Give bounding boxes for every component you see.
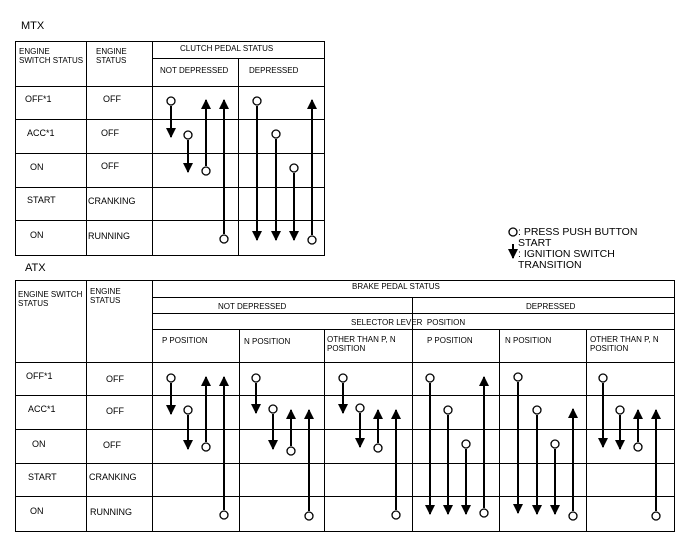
atx-position-header: N POSITION <box>505 336 552 345</box>
atx-position-header: N POSITION <box>244 337 291 346</box>
push-button-circle <box>220 235 228 243</box>
mtx-row-switch: START <box>27 195 56 205</box>
atx-position-header: OTHER THAN P, N POSITION <box>327 335 396 353</box>
push-button-circle <box>202 167 210 175</box>
atx-row-status: OFF <box>103 440 121 450</box>
mtx-depressed: DEPRESSED <box>249 66 299 75</box>
mtx-table-grid <box>16 42 325 256</box>
push-button-circle <box>287 447 295 455</box>
push-button-circle <box>634 443 642 451</box>
push-button-circle <box>652 512 660 520</box>
mtx-row-status: OFF <box>101 128 119 138</box>
atx-selector-header: SELECTOR LEVER POSITION <box>351 318 466 327</box>
legend-ignition-transition: : IGNITION SWITCH TRANSITION <box>518 248 615 271</box>
mtx-row-status: OFF <box>103 94 121 104</box>
mtx-not-depressed: NOT DEPRESSED <box>160 66 229 75</box>
push-button-circle <box>290 164 298 172</box>
push-button-circle <box>374 444 382 452</box>
atx-title: ATX <box>25 262 46 274</box>
mtx-row-switch: ON <box>30 230 44 240</box>
atx-depressed: DEPRESSED <box>526 302 576 311</box>
push-button-circle <box>480 509 488 517</box>
mtx-row-status: CRANKING <box>88 196 136 206</box>
push-button-circle <box>356 404 364 412</box>
mtx-col-engine-status: ENGINE STATUS <box>96 47 127 65</box>
mtx-row-switch: OFF*1 <box>25 94 52 104</box>
atx-row-status: CRANKING <box>89 472 137 482</box>
legend-press-push-button: : PRESS PUSH BUTTON START <box>518 226 638 249</box>
push-button-circle <box>392 511 400 519</box>
push-button-circle <box>533 406 541 414</box>
push-button-circle <box>514 373 522 381</box>
push-button-circle <box>616 406 624 414</box>
push-button-circle <box>339 374 347 382</box>
atx-row-status: OFF <box>106 406 124 416</box>
push-button-circle-icon <box>509 228 517 236</box>
atx-row-switch: START <box>28 472 57 482</box>
atx-col-engine-status: ENGINE STATUS <box>90 287 121 305</box>
push-button-circle <box>220 511 228 519</box>
mtx-row-switch: ACC*1 <box>27 128 55 138</box>
atx-position-header: P POSITION <box>427 336 473 345</box>
push-button-circle <box>167 374 175 382</box>
push-button-circle <box>253 97 261 105</box>
push-button-circle <box>599 374 607 382</box>
mtx-row-status: OFF <box>101 161 119 171</box>
push-button-circle <box>252 374 260 382</box>
atx-row-switch: ACC*1 <box>28 404 56 414</box>
mtx-row-status: RUNNING <box>88 231 130 241</box>
atx-not-depressed: NOT DEPRESSED <box>218 302 287 311</box>
push-button-circle <box>569 512 577 520</box>
legend-symbols <box>509 228 517 258</box>
push-button-circle <box>551 440 559 448</box>
atx-brake-header: BRAKE PEDAL STATUS <box>352 282 440 291</box>
push-button-circle <box>444 406 452 414</box>
push-button-circle <box>269 405 277 413</box>
atx-table-grid <box>16 281 675 532</box>
push-button-circle <box>184 406 192 414</box>
atx-row-status: RUNNING <box>90 507 132 517</box>
push-button-circle <box>462 440 470 448</box>
push-button-circle <box>202 443 210 451</box>
atx-col-engine-switch: ENGINE SWITCH STATUS <box>18 290 83 308</box>
push-button-circle <box>167 97 175 105</box>
mtx-title: MTX <box>21 20 45 32</box>
push-button-circle <box>184 131 192 139</box>
atx-row-switch: OFF*1 <box>26 371 53 381</box>
push-button-circle <box>308 236 316 244</box>
atx-row-switch: ON <box>32 439 46 449</box>
atx-row-switch: ON <box>30 506 44 516</box>
push-button-circle <box>305 512 313 520</box>
mtx-col-engine-switch: ENGINE SWITCH STATUS <box>19 47 84 65</box>
atx-row-status: OFF <box>106 374 124 384</box>
mtx-row-switch: ON <box>30 162 44 172</box>
atx-position-header: P POSITION <box>162 336 208 345</box>
mtx-clutch-header: CLUTCH PEDAL STATUS <box>180 44 274 53</box>
push-button-circle <box>272 130 280 138</box>
atx-position-header: OTHER THAN P, N POSITION <box>590 335 659 353</box>
push-button-circle <box>426 374 434 382</box>
